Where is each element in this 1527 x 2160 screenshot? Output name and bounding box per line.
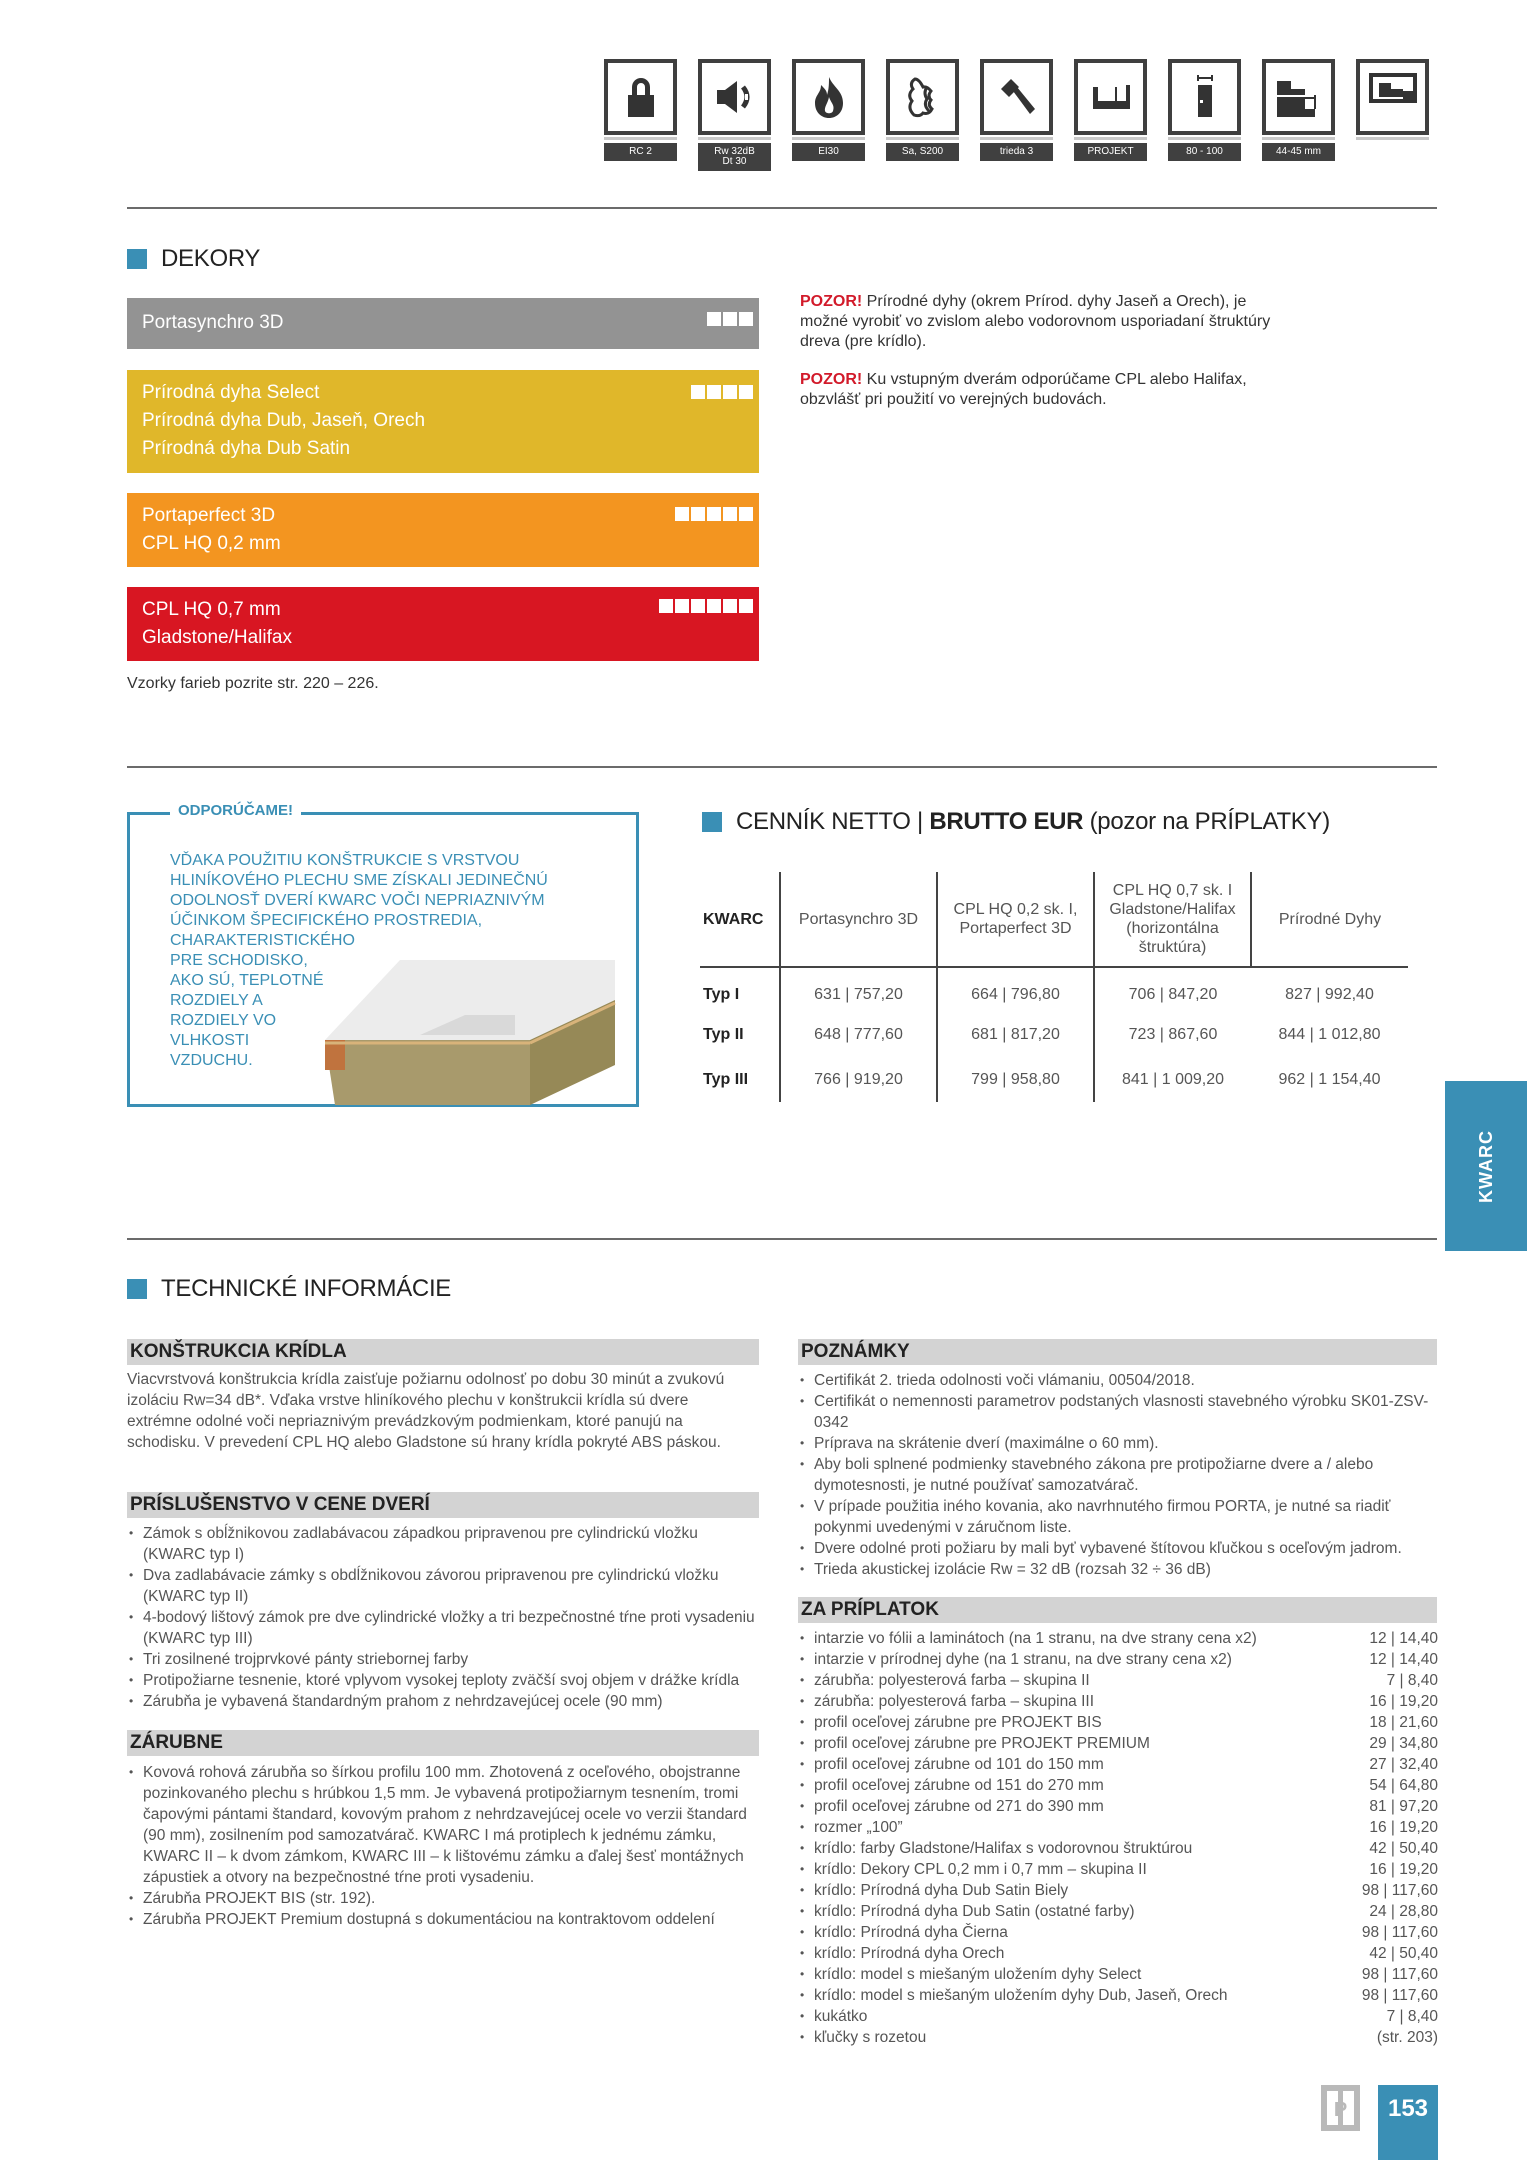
sound-insulation-icon	[711, 73, 759, 121]
fire-icon	[805, 73, 853, 121]
list-item: • Zárubňa PROJEKT BIS (str. 192).	[127, 1888, 759, 1909]
quality-level-indicator	[675, 507, 753, 521]
door-thickness-icon	[1275, 73, 1323, 121]
section-side-tab	[1445, 1081, 1527, 1251]
surcharge-item	[798, 1649, 1438, 1670]
section-heading-tech	[127, 1275, 451, 1303]
section-title: TECHNICKÉ INFORMÁCIE	[161, 1275, 452, 1302]
price-cell: 706 | 847,20	[1094, 967, 1251, 1012]
surcharge-label: • krídlo: model s miešaným uložením dyhy Dub, Jaseň, Orech	[814, 1987, 1228, 2004]
recommendation-line: CHARAKTERISTICKÉHO	[170, 932, 355, 949]
decor-line: Prírodná dyha Dub, Jaseň, Orech	[142, 410, 426, 431]
list-item: • Aby boli splnené podmienky stavebného zákona pre protipožiarne dvere a / alebo dymotesnosti, je nutné používať samozatvárač.	[798, 1454, 1438, 1496]
quality-level-indicator	[691, 385, 753, 399]
feature-label: 44-45 mm	[1262, 143, 1335, 161]
feature-label	[698, 143, 771, 171]
row-label: Typ II	[703, 1025, 744, 1043]
section-heading-price	[702, 808, 1330, 836]
surcharge-item	[798, 1943, 1438, 1964]
surcharge-price: 7 | 8,40	[1386, 1672, 1438, 1689]
warning-note	[800, 370, 1290, 410]
hammer-icon	[993, 73, 1041, 121]
surcharge-item	[798, 1754, 1438, 1775]
surcharge-label: • intarzie vo fólii a laminátoch (na 1 stranu, na dve strany cena x2)	[814, 1630, 1257, 1647]
feature-icon-strip	[604, 59, 1429, 171]
lock-icon	[617, 73, 665, 121]
surcharge-price: 81 | 97,20	[1369, 1798, 1438, 1815]
surcharge-item	[798, 1964, 1438, 1985]
decor-bar-portasynchro	[127, 298, 759, 349]
quality-level-indicator	[707, 312, 753, 326]
surcharge-item	[798, 1880, 1438, 1901]
surcharge-label: • profil oceľovej zárubne od 151 do 270 mm	[814, 1777, 1104, 1794]
recommendation-box	[127, 802, 639, 1107]
recommendation-line: PRE SCHODISKO,	[170, 952, 308, 969]
surcharge-item	[798, 1733, 1438, 1754]
surcharge-item	[798, 1712, 1438, 1733]
decor-bar-prirodna-dyha	[127, 370, 759, 473]
door-width-icon	[1181, 73, 1229, 121]
surcharge-label: • zárubňa: polyesterová farba – skupina III	[814, 1693, 1095, 1710]
price-cell: 723 | 867,60	[1094, 1012, 1251, 1057]
surcharge-label: • krídlo: farby Gladstone/Halifax s vodorovnou štruktúrou	[814, 1840, 1193, 1857]
surcharge-price: 18 | 21,60	[1369, 1714, 1438, 1731]
surcharge-label: • krídlo: Prírodná dyha Dub Satin Biely	[814, 1882, 1069, 1899]
decor-line: Prírodná dyha Dub Satin	[142, 438, 351, 459]
frames-list	[127, 1762, 759, 1930]
warning-text: Prírodné dyhy (okrem Prírod. dyhy Jaseň a Orech), je možné vyrobiť vo zvislom alebo vodorovnom usporiadaní štruktúry dreva (pre krídlo).	[800, 293, 1271, 350]
surcharge-price: (str. 203)	[1376, 2029, 1438, 2046]
color-samples-note: Vzorky farieb pozrite str. 220 – 226.	[127, 675, 379, 692]
row-label: Typ III	[703, 1070, 749, 1088]
surcharge-price: 16 | 19,20	[1369, 1693, 1438, 1710]
surcharge-label: • krídlo: model s miešaným uložením dyhy Select	[814, 1966, 1142, 1983]
warning-prefix: POZOR!	[800, 371, 863, 388]
surcharge-item	[798, 1775, 1438, 1796]
price-cell: 766 | 919,20	[780, 1057, 937, 1102]
surcharge-price: 12 | 14,40	[1369, 1651, 1438, 1668]
recommendation-line: ODOLNOSŤ DVERÍ KWARC VOČI NEPRIAZNIVÝM	[170, 892, 545, 909]
surcharge-label: • kukátko	[814, 2008, 868, 2025]
surcharge-price: 54 | 64,80	[1369, 1777, 1438, 1794]
surcharge-price: 42 | 50,40	[1369, 1840, 1438, 1857]
decor-line: Prírodná dyha Select	[142, 382, 320, 403]
surcharge-label: • intarzie v prírodnej dyhe (na 1 stranu, na dve strany cena x2)	[814, 1651, 1232, 1668]
row-label: Typ I	[703, 986, 740, 1003]
divider	[127, 207, 1437, 209]
section-marker-icon	[702, 812, 722, 832]
price-cell: 648 | 777,60	[780, 1012, 937, 1057]
logo-letter: P	[1333, 2099, 1348, 2121]
accessories-list	[127, 1523, 759, 1712]
surcharge-item	[798, 1817, 1438, 1838]
notes-list	[798, 1370, 1438, 1580]
warning-note	[800, 292, 1290, 352]
list-item: • 4-bodový lištový zámok pre dve cylindrické vložky a tri bezpečnostné tŕne proti vysadeniu (KWARC typ III)	[127, 1607, 759, 1649]
decor-line: Portasynchro 3D	[142, 312, 284, 333]
price-cell: 827 | 992,40	[1285, 986, 1374, 1003]
surcharge-label: • zárubňa: polyesterová farba – skupina II	[814, 1672, 1090, 1689]
surcharge-label: • krídlo: Prírodná dyha Orech	[814, 1945, 1005, 1962]
list-item: • Zárubňa PROJEKT Premium dostupná s dokumentáciou na kontraktovom oddelení	[127, 1909, 759, 1930]
decor-bar-cpl-gladstone	[127, 587, 759, 661]
warning-prefix: POZOR!	[800, 293, 863, 310]
list-item: • Trieda akustickej izolácie Rw = 32 dB (rozsah 32 ÷ 36 dB)	[798, 1559, 1438, 1580]
price-table	[700, 872, 1408, 1102]
warning-text: Ku vstupným dverám odporúčame CPL alebo Halifax, obzvlášť pri použití vo verejných budovách.	[800, 371, 1247, 408]
surcharge-price: 16 | 19,20	[1369, 1861, 1438, 1878]
surcharge-label: • profil oceľovej zárubne od 101 do 150 mm	[814, 1756, 1104, 1773]
list-item: • V prípade použitia iného kovania, ako navrhnutého firmou PORTA, je nutné sa riadiť pokynmi uvedenými v záručnom liste.	[798, 1496, 1438, 1538]
quality-level-indicator	[659, 599, 753, 613]
section-heading-dekory	[127, 245, 260, 273]
price-title-suffix: (pozor na PRÍPLATKY)	[1083, 808, 1330, 835]
list-item: • Certifikát o nemennosti parametrov podstaných vlasnosti stavebného výrobku SK01-ZSV-0342	[798, 1391, 1438, 1433]
surcharge-item	[798, 2027, 1438, 2048]
surcharge-label: • krídlo: Prírodná dyha Čierna	[814, 1924, 1008, 1941]
price-title-bold: BRUTTO EUR	[929, 808, 1084, 835]
construction-text: Viacvrstvová konštrukcia krídla zaisťuje požiarnu odolnosť po dobu 30 minút a zvukovú izoláciu Rw=34 dB*. Vďaka vrstve hliníkového plechu v konštrukcii krídla sú dvere extrémne odolné voči nepriaznivým prevádzkovým podmienkam, ktoré panujú na schodisku. V prevedení CPL HQ alebo Gladstone sú hrany krídla pokryté ABS páskou.	[127, 1371, 725, 1451]
section-marker-icon	[127, 1279, 147, 1299]
surcharge-label: • krídlo: Prírodná dyha Dub Satin (ostatné farby)	[814, 1903, 1135, 1920]
decor-line: CPL HQ 0,7 mm	[142, 599, 281, 620]
price-cell: 844 | 1 012,80	[1278, 1025, 1381, 1043]
column-header: Portasynchro 3D	[780, 872, 937, 967]
recommendation-line: AKO SÚ, TEPLOTNÉ	[170, 972, 324, 989]
recommendation-line: ROZDIELY A	[170, 992, 263, 1009]
decor-bar-portaperfect	[127, 493, 759, 567]
recommendation-line: VĎAKA POUŽITIU KONŠTRUKCIE S VRSTVOU	[170, 852, 520, 869]
feature-label: 80 - 100	[1168, 143, 1241, 161]
subsection-title: PRÍSLUŠENSTVO V CENE DVERÍ	[127, 1492, 759, 1518]
surcharge-price: 29 | 34,80	[1369, 1735, 1438, 1752]
list-item: • Kovová rohová zárubňa so šírkou profilu 100 mm. Zhotovená z oceľového, obojstranne pozinkovaného plechu s hrúbkou 1,5 mm. Je vybavená protipožiarnym tesnením, tromi čapovými pántami štandard, kovovým prahom z nehrdzavejúcej ocele vo verzii štandard (90 mm), zosilnením pod samozatvárač. KWARC I má protiplech k jednému zámku, KWARC II – k dvom zámkom, KWARC III – k lištovému zámku a ďalej šesť montážnych zápustiek a otvory na bezpečnostné tŕne proti vysadeniu.	[127, 1762, 759, 1888]
list-item: • Tri zosilnené trojprvkové pánty striebornej farby	[127, 1649, 759, 1670]
surcharge-price: 98 | 117,60	[1361, 1966, 1438, 1983]
project-frame-icon	[1087, 73, 1135, 121]
surcharge-price: 27 | 32,40	[1369, 1756, 1438, 1773]
decor-line: CPL HQ 0,2 mm	[142, 533, 281, 554]
list-item: • Dva zadlabávacie zámky s obdĺžnikovou závorou pripravenou pre cylindrickú vložku (KWARC typ II)	[127, 1565, 759, 1607]
surcharge-price: 98 | 117,60	[1361, 1882, 1438, 1899]
price-cell: 681 | 817,20	[937, 1012, 1094, 1057]
feature-label: RC 2	[604, 143, 677, 161]
surcharge-item	[798, 1838, 1438, 1859]
surcharge-item	[798, 1922, 1438, 1943]
door-cross-section-image	[325, 955, 625, 1105]
surcharge-price: 98 | 117,60	[1361, 1924, 1438, 1941]
subsection-title: POZNÁMKY	[798, 1339, 1437, 1365]
section-title	[736, 808, 1330, 836]
price-cell: 664 | 796,80	[937, 967, 1094, 1012]
surcharge-label: • profil oceľovej zárubne pre PROJEKT PREMIUM	[814, 1735, 1150, 1752]
surcharge-price: 42 | 50,40	[1369, 1945, 1438, 1962]
decor-line: Gladstone/Halifax	[142, 627, 292, 648]
list-item: • Certifikát 2. trieda odolnosti voči vlámaniu, 00504/2018.	[798, 1370, 1438, 1391]
column-header: CPL HQ 0,7 sk. I Gladstone/Halifax (horizontálna štruktúra)	[1094, 872, 1251, 967]
feature-tile	[1356, 59, 1429, 171]
price-cell: 841 | 1 009,20	[1094, 1057, 1251, 1102]
porta-logo-icon	[1321, 2085, 1360, 2131]
price-cell: 631 | 757,20	[780, 967, 937, 1012]
feature-tile	[792, 59, 865, 171]
recommendation-line: ROZDIELY VO	[170, 1012, 277, 1029]
feature-label: PROJEKT	[1074, 143, 1147, 161]
table-row	[700, 1012, 1408, 1057]
subsection-title: ZÁRUBNE	[127, 1730, 759, 1756]
page-number: 153	[1378, 2085, 1438, 2160]
decor-line: Portaperfect 3D	[142, 505, 276, 526]
feature-label-line: Rw 32dB	[714, 146, 755, 157]
feature-tile	[1074, 59, 1147, 171]
surcharge-price: 98 | 117,60	[1361, 1987, 1438, 2004]
surcharge-list	[798, 1628, 1438, 2048]
surcharge-price: 7 | 8,40	[1386, 2008, 1438, 2025]
list-item: • Príprava na skrátenie dverí (maximálne o 60 mm).	[798, 1433, 1438, 1454]
feature-label: EI30	[792, 143, 865, 161]
surcharge-label: • profil oceľovej zárubne pre PROJEKT BIS	[814, 1714, 1102, 1731]
surcharge-label: • kľučky s rozetou	[814, 2029, 927, 2046]
surcharge-item	[798, 1901, 1438, 1922]
feature-label: trieda 3	[980, 143, 1053, 161]
feature-label: Sa, S200	[886, 143, 959, 161]
frame-profile-icon	[1369, 73, 1417, 121]
list-item: • Zárubňa je vybavená štandardným prahom z nehrdzavejúcej ocele (90 mm)	[127, 1691, 759, 1712]
subsection-title: ZA PRÍPLATOK	[798, 1597, 1437, 1623]
feature-tile	[886, 59, 959, 171]
divider	[127, 766, 1437, 768]
smoke-icon	[899, 73, 947, 121]
side-tab-label: KWARC	[1475, 1129, 1496, 1203]
subsection-title: KONŠTRUKCIA KRÍDLA	[127, 1339, 759, 1365]
divider	[127, 1238, 1437, 1240]
surcharge-item	[798, 1796, 1438, 1817]
recommendation-line: HLINÍKOVÉHO PLECHU SME ZÍSKALI JEDINEČNÚ	[170, 872, 548, 889]
section-marker-icon	[127, 249, 147, 269]
list-item: • Zámok s obĺžnikovou zadlabávacou západkou pripravenou pre cylindrickú vložku (KWARC typ I)	[127, 1523, 759, 1565]
surcharge-item	[798, 1670, 1438, 1691]
feature-tile	[1262, 59, 1335, 171]
recommendation-title: ODPORÚČAME!	[170, 802, 301, 819]
surcharge-label: • profil oceľovej zárubne od 271 do 390 mm	[814, 1798, 1104, 1815]
feature-label-line: Dt 30	[722, 156, 747, 167]
surcharge-price: 24 | 28,80	[1369, 1903, 1438, 1920]
list-item: • Dvere odolné proti požiaru by mali byť vybavené štítovou kľučkou s oceľovým jadrom.	[798, 1538, 1438, 1559]
surcharge-item	[798, 1859, 1438, 1880]
table-row	[700, 1057, 1408, 1102]
surcharge-price: 12 | 14,40	[1369, 1630, 1438, 1647]
surcharge-item	[798, 1691, 1438, 1712]
surcharge-price: 16 | 19,20	[1369, 1819, 1438, 1836]
recommendation-line: ÚČINKOM ŠPECIFICKÉHO PROSTREDIA,	[170, 912, 483, 929]
column-header: Prírodné Dyhy	[1251, 872, 1408, 967]
table-row	[700, 967, 1408, 1012]
feature-tile	[698, 59, 771, 171]
feature-tile	[1168, 59, 1241, 171]
price-cell: 962 | 1 154,40	[1278, 1070, 1381, 1088]
column-header: CPL HQ 0,2 sk. I, Portaperfect 3D	[937, 872, 1094, 967]
recommendation-line: VZDUCHU.	[170, 1052, 253, 1069]
price-title-normal: CENNÍK NETTO |	[736, 808, 930, 835]
feature-tile	[604, 59, 677, 171]
surcharge-label: • krídlo: Dekory CPL 0,2 mm i 0,7 mm – skupina II	[814, 1861, 1147, 1878]
recommendation-line: VLHKOSTI	[170, 1032, 250, 1049]
surcharge-item	[798, 1985, 1438, 2006]
surcharge-label: • rozmer „100”	[814, 1819, 903, 1836]
feature-tile	[980, 59, 1053, 171]
surcharge-item	[798, 2006, 1438, 2027]
section-title: DEKORY	[161, 245, 261, 272]
price-table-header-row	[700, 872, 1408, 967]
price-cell: 799 | 958,80	[937, 1057, 1094, 1102]
list-item: • Protipožiarne tesnenie, ktoré vplyvom vysokej teploty zväčší svoj objem v drážke krídla	[127, 1670, 759, 1691]
price-table-corner: KWARC	[703, 910, 764, 928]
surcharge-item	[798, 1628, 1438, 1649]
